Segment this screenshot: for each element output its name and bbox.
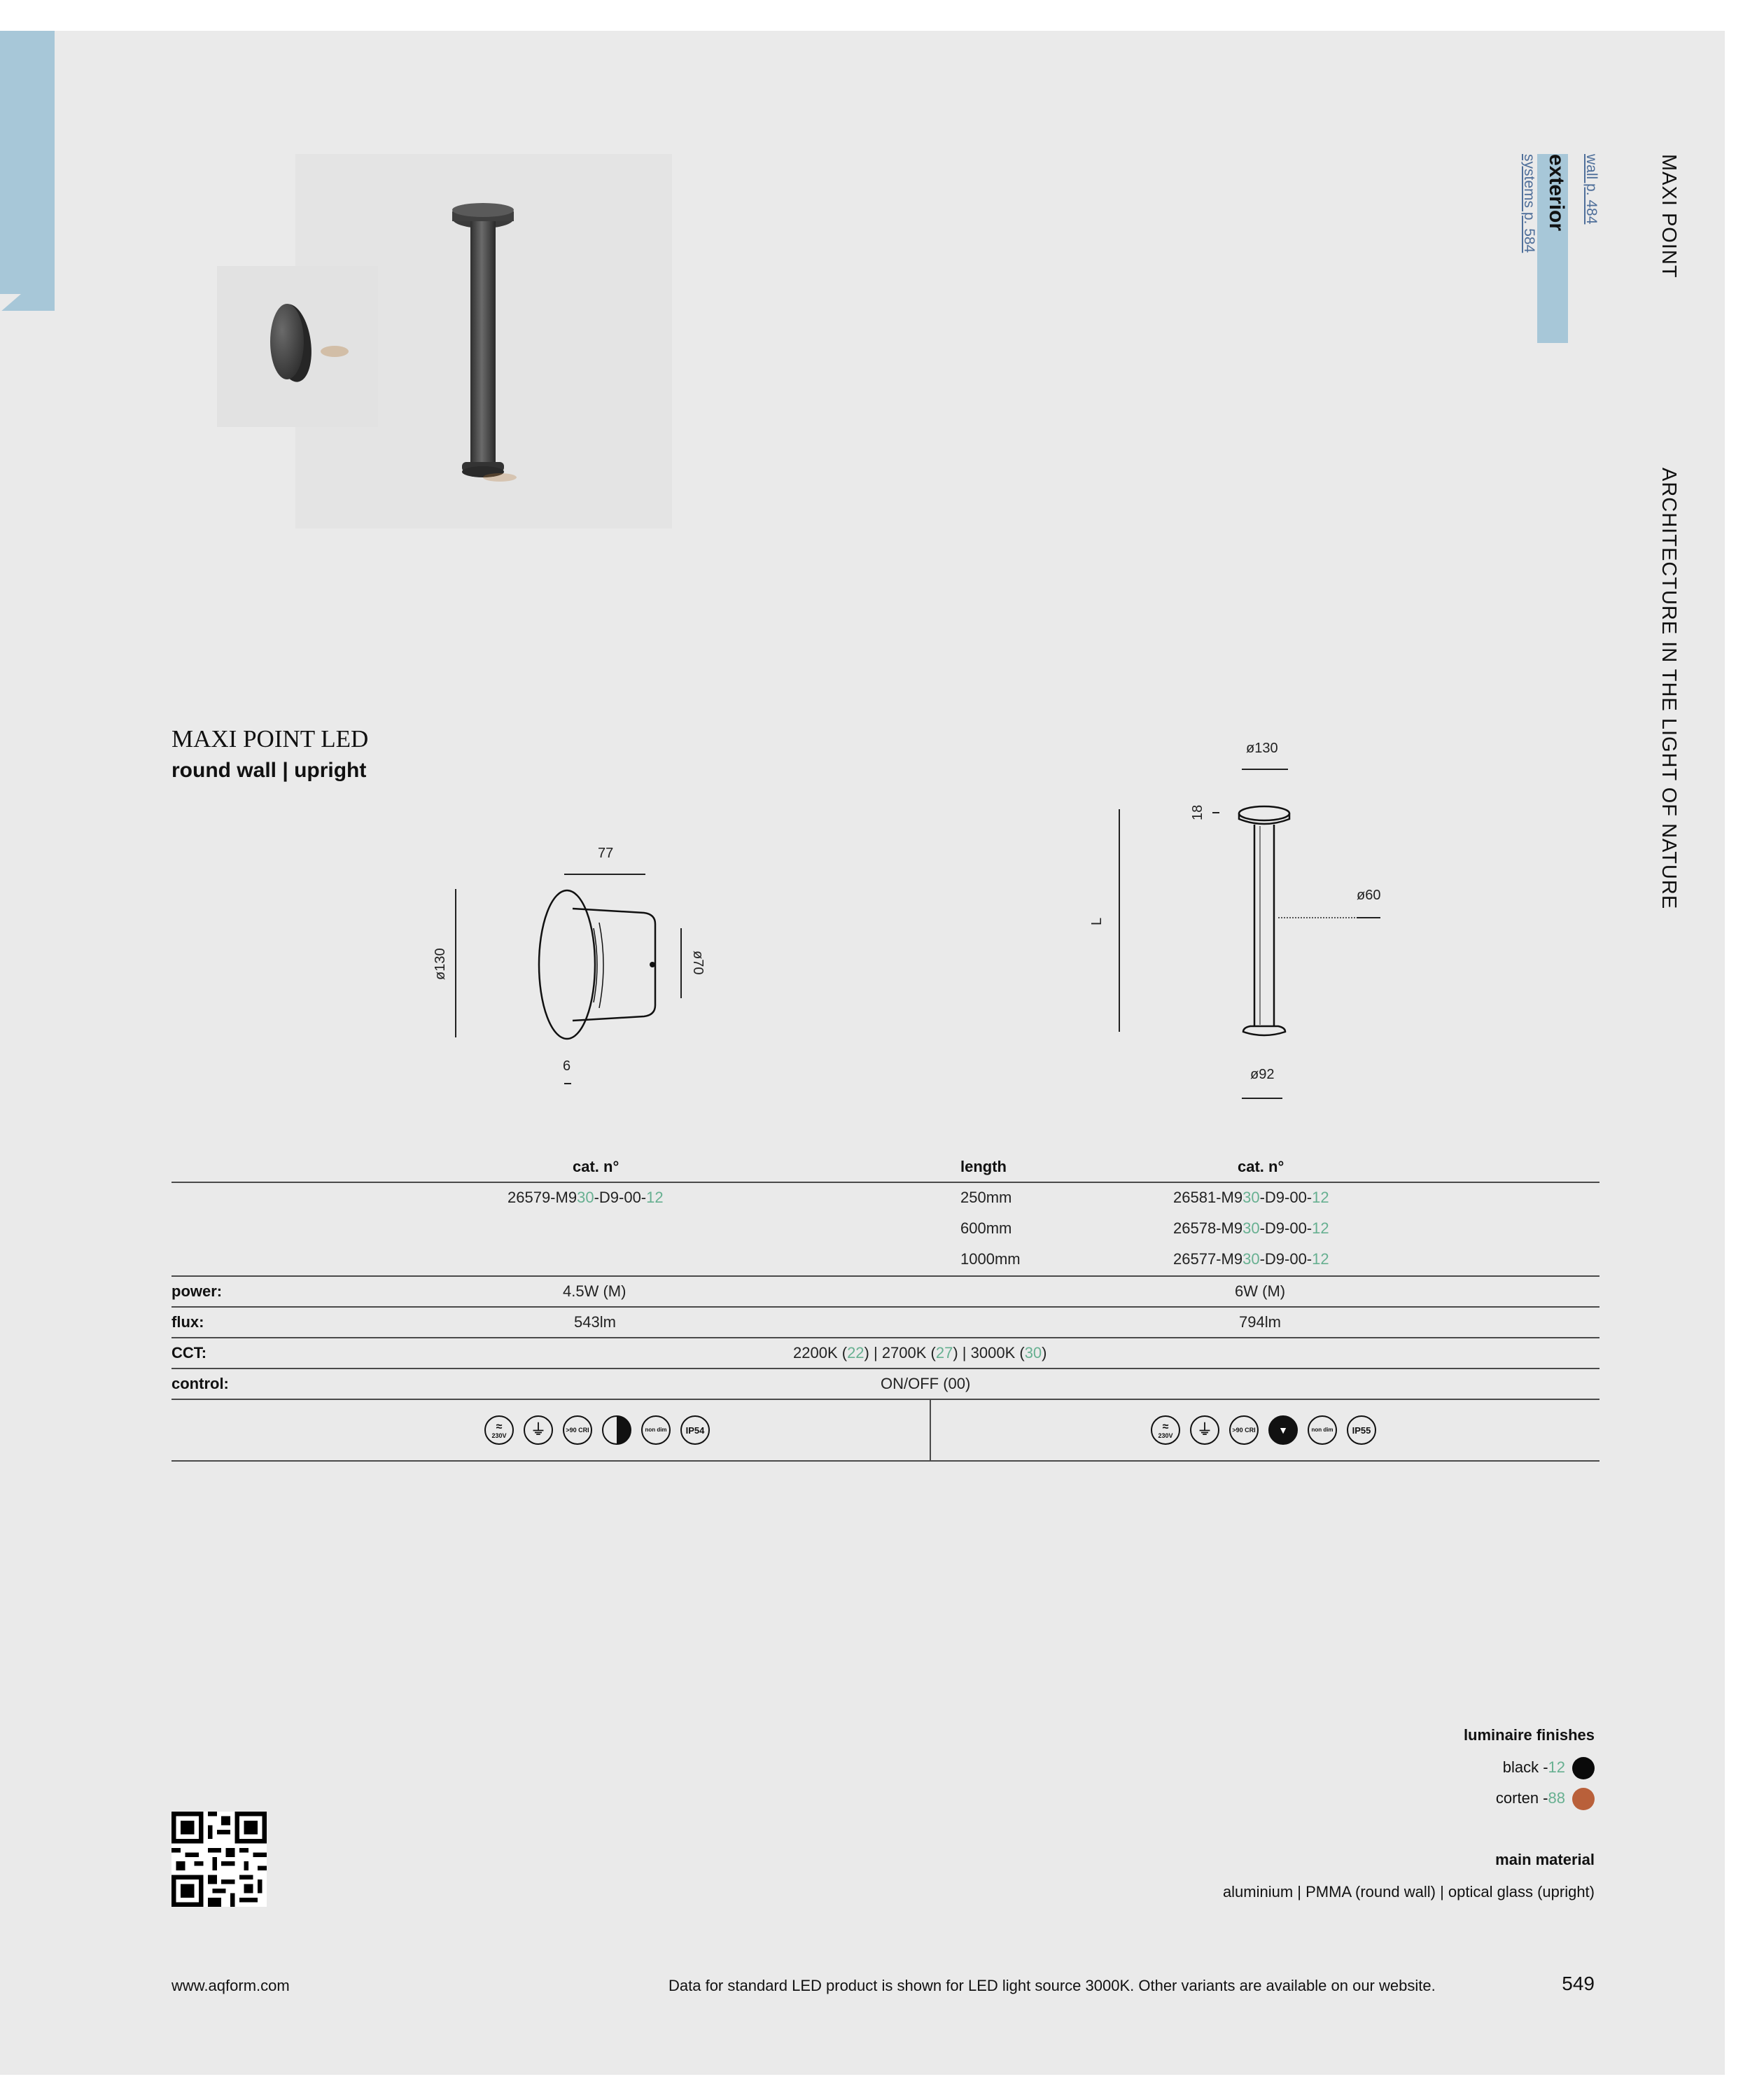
upright-length-1: 250mm <box>960 1189 1012 1206</box>
table-rule-flux <box>172 1306 1600 1308</box>
footer-note: Data for standard LED product is shown for LED light source 3000K. Other variants are available on our website. <box>668 1977 1436 1994</box>
dim-line-tube <box>1357 917 1380 918</box>
ip-rating-icon: IP55 <box>1347 1415 1376 1445</box>
header-cat-left: cat. n° <box>573 1158 620 1175</box>
website-link[interactable]: www.aqform.com <box>172 1977 290 1994</box>
finish-corten-swatch <box>1572 1788 1595 1810</box>
material-text: aluminium | PMMA (round wall) | optical glass (upright) <box>1222 1883 1595 1900</box>
upright-length-3: 1000mm <box>960 1250 1021 1268</box>
exterior-label: exterior <box>1545 154 1568 232</box>
page-number: 549 <box>1562 1973 1595 1994</box>
table-rule-bottom <box>172 1460 1600 1462</box>
power-label: power: <box>172 1282 223 1300</box>
table-rule-icons <box>172 1399 1600 1400</box>
power-upright: 6W (M) <box>1235 1282 1286 1300</box>
dim-line-base-upright <box>1242 1098 1282 1099</box>
wall-cat-number: 26579-M930-D9-00-12 <box>507 1189 664 1206</box>
finish-black-swatch <box>1572 1757 1595 1779</box>
upright-drawing <box>1218 798 1316 1043</box>
dim-depth: 6 <box>563 1058 571 1074</box>
upright-cat-2: 26578-M930-D9-00-12 <box>1173 1219 1329 1237</box>
upright-cat-1: 26581-M930-D9-00-12 <box>1173 1189 1329 1206</box>
dim-line-width <box>564 874 645 875</box>
header-length: length <box>960 1158 1007 1175</box>
dim-line-length <box>1119 809 1120 1032</box>
power-wall: 4.5W (M) <box>563 1282 626 1300</box>
dim-leader-tube <box>1278 917 1355 918</box>
flux-label: flux: <box>172 1313 204 1331</box>
dim-line-base <box>680 928 682 998</box>
beam-direction-icon: ▼ <box>1268 1415 1298 1445</box>
dim-tube-diameter: ø60 <box>1357 888 1381 903</box>
table-rule-header <box>172 1182 1600 1183</box>
dim-top-diameter: ø130 <box>1246 741 1278 756</box>
finishes-heading: luminaire finishes <box>1463 1726 1595 1744</box>
table-rule-control <box>172 1368 1600 1369</box>
dim-line-top-height <box>1212 812 1219 813</box>
header-cat-right: cat. n° <box>1238 1158 1284 1175</box>
earth-icon: ⏚ <box>524 1415 553 1445</box>
tagline: ARCHITECTURE IN THE LIGHT OF NATURE <box>1658 468 1680 910</box>
cri-icon: >90 CRI <box>563 1415 592 1445</box>
flux-wall: 543lm <box>574 1313 616 1331</box>
product-photo <box>217 154 672 532</box>
upright-length-2: 600mm <box>960 1219 1012 1237</box>
dim-base-diameter: ø70 <box>690 951 706 975</box>
non-dim-icon: non dim <box>641 1415 671 1445</box>
section-tab <box>0 31 55 311</box>
table-rule-cct <box>172 1337 1600 1338</box>
dim-top-height: 18 <box>1190 804 1205 820</box>
finish-black: black -12 <box>1502 1758 1565 1776</box>
wall-page-link[interactable]: wall p. 484 <box>1583 154 1600 225</box>
table-rule-power <box>172 1275 1600 1277</box>
dim-line-top <box>1242 769 1288 770</box>
series-title: MAXI POINT <box>1658 154 1680 279</box>
qr-code[interactable] <box>172 1812 267 1907</box>
wall-drawing <box>420 882 714 1064</box>
dim-line-diameter <box>455 889 456 1037</box>
material-heading: main material <box>1495 1851 1595 1868</box>
non-dim-icon: non dim <box>1308 1415 1337 1445</box>
upright-cat-3: 26577-M930-D9-00-12 <box>1173 1250 1329 1268</box>
beam-direction-icon <box>602 1415 631 1445</box>
cct-label: CCT: <box>172 1344 207 1362</box>
systems-page-link[interactable]: systems p. 584 <box>1521 154 1537 253</box>
earth-icon: ⏚ <box>1190 1415 1219 1445</box>
flux-upright: 794lm <box>1239 1313 1281 1331</box>
icons-divider <box>930 1400 931 1462</box>
section-tab-notch <box>0 294 21 312</box>
product-title: MAXI POINT LED <box>172 725 369 752</box>
cct-values: 2200K (22) | 2700K (27) | 3000K (30) <box>793 1344 1047 1362</box>
dim-base-diameter-upright: ø92 <box>1250 1067 1275 1082</box>
dim-diameter: ø130 <box>433 948 448 980</box>
dim-line-depth <box>564 1083 571 1084</box>
dim-width: 77 <box>598 846 614 861</box>
voltage-icon: ≈ 230V <box>1151 1415 1180 1445</box>
dim-length: L <box>1089 917 1105 925</box>
ip-rating-icon: IP54 <box>680 1415 710 1445</box>
finish-corten: corten -88 <box>1495 1789 1565 1807</box>
control-value: ON/OFF (00) <box>881 1375 971 1392</box>
voltage-icon: ≈ 230V <box>484 1415 514 1445</box>
product-subtitle: round wall | upright <box>172 759 367 782</box>
control-label: control: <box>172 1375 229 1392</box>
cri-icon: >90 CRI <box>1229 1415 1259 1445</box>
